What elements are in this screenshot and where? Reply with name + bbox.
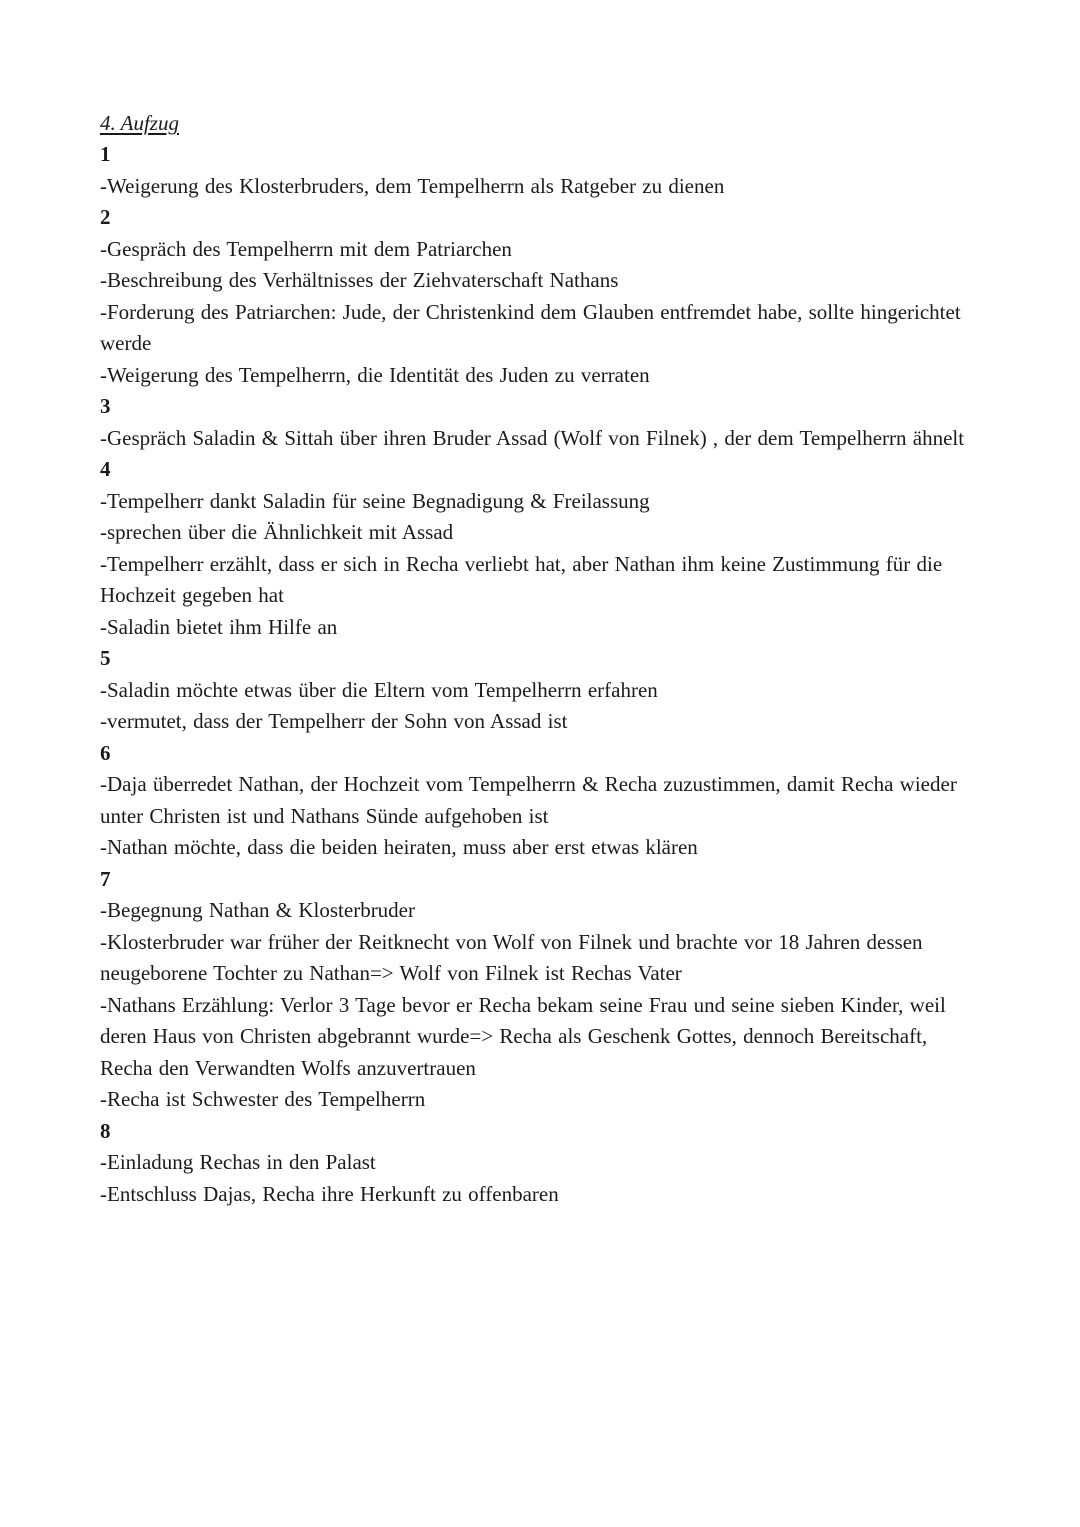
scene-number: 4 bbox=[100, 457, 111, 481]
note-line: -Gespräch des Tempelherrn mit dem Patriarchen bbox=[100, 236, 512, 261]
note-line: -Begegnung Nathan & Klosterbruder bbox=[100, 898, 415, 922]
note-line: -Nathans Erzählung: Verlor 3 Tage bevor er Recha bekam seine Frau und seine sieben Kinder, weil deren Haus von Christen abgebrannt wurde=> Recha als Geschenk Gottes, dennoch Bereitschaft, Recha den Verwandten Wolfs anzuvertrauen bbox=[100, 992, 946, 1080]
note-line: -Recha ist Schwester des Tempelherrn bbox=[100, 1087, 426, 1111]
scene-number: 7 bbox=[100, 866, 111, 891]
note-line: -Beschreibung des Verhältnisses der Ziehvaterschaft Nathans bbox=[100, 268, 619, 292]
note-line: -Nathan möchte, dass die beiden heiraten, muss aber erst etwas klären bbox=[100, 835, 698, 859]
note-line: -vermutet, dass der Tempelherr der Sohn von Assad ist bbox=[100, 709, 568, 733]
scene-number: 8 bbox=[100, 1118, 111, 1143]
note-line: -sprechen über die Ähnlichkeit mit Assad bbox=[100, 520, 454, 544]
note-line: -Entschluss Dajas, Recha ihre Herkunft zu offenbaren bbox=[100, 1181, 559, 1206]
note-line: -Saladin möchte etwas über die Eltern vom Tempelherrn erfahren bbox=[100, 677, 658, 702]
scene-number: 5 bbox=[100, 646, 111, 670]
note-line: -Weigerung des Klosterbruders, dem Tempelherrn als Ratgeber zu dienen bbox=[100, 173, 725, 198]
note-line: -Weigerung des Tempelherrn, die Identität des Juden zu verraten bbox=[100, 362, 650, 387]
scene-number: 3 bbox=[100, 394, 111, 418]
scene-number: 6 bbox=[100, 740, 111, 765]
note-line: -Forderung des Patriarchen: Jude, der Christenkind dem Glauben entfremdet habe, sollte hingerichtet werde bbox=[100, 299, 961, 355]
note-line: -Gespräch Saladin & Sittah über ihren Bruder Assad (Wolf von Filnek) , der dem Tempelherrn ähnelt bbox=[100, 425, 965, 450]
sections-container bbox=[100, 139, 984, 1210]
note-line: -Tempelherr dankt Saladin für seine Begnadigung & Freilassung bbox=[100, 488, 650, 513]
scene-number: 2 bbox=[100, 205, 111, 229]
note-line: -Daja überredet Nathan, der Hochzeit vom Tempelherrn & Recha zuzustimmen, damit Recha wieder unter Christen ist und Nathans Sünde aufgehoben ist bbox=[100, 772, 957, 828]
note-line: -Klosterbruder war früher der Reitknecht von Wolf von Filnek und brachte vor 18 Jahren dessen neugeborene Tochter zu Nathan=> Wolf von Filnek ist Rechas Vater bbox=[100, 929, 923, 985]
document-title: 4. Aufzug bbox=[100, 111, 179, 135]
note-line: -Saladin bietet ihm Hilfe an bbox=[100, 614, 338, 639]
note-line: -Einladung Rechas in den Palast bbox=[100, 1150, 376, 1174]
scene-number: 1 bbox=[100, 142, 111, 166]
note-line: -Tempelherr erzählt, dass er sich in Recha verliebt hat, aber Nathan ihm keine Zustimmung für die Hochzeit gegeben hat bbox=[100, 551, 943, 607]
